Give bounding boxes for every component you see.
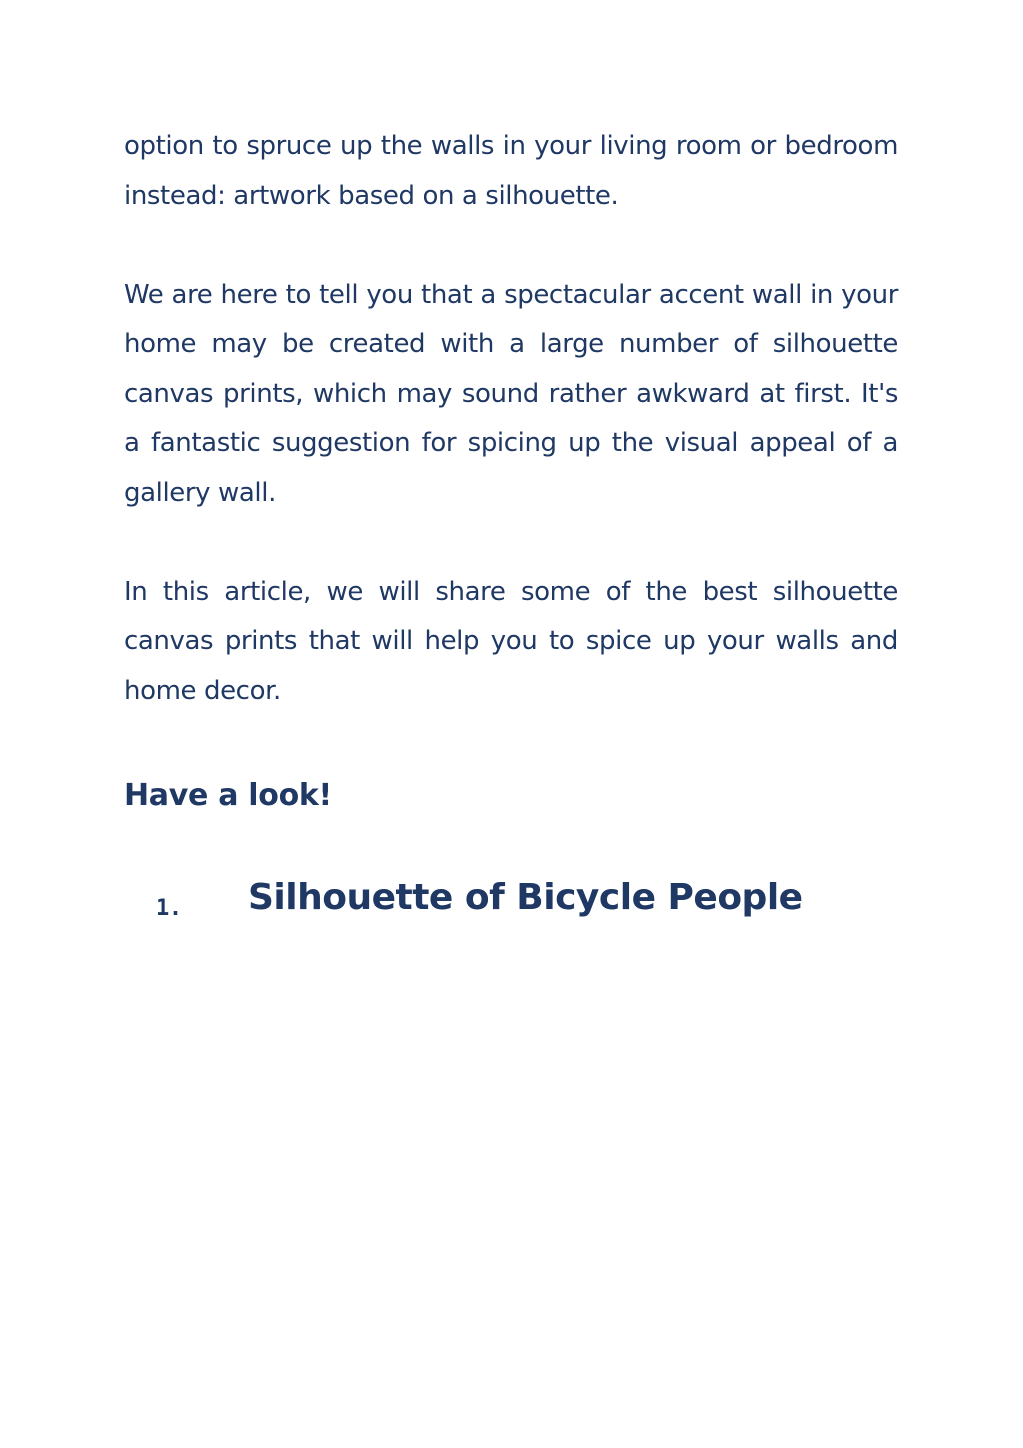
list-item (124, 874, 898, 924)
document-body (124, 122, 898, 921)
paragraph-intro: option to spruce up the walls in your living room or bedroom instead: artwork based on a silhouette. (124, 131, 898, 211)
heading-section (124, 776, 332, 816)
paragraph-article-summary: In this article, we will share some of the best silhouette canvas prints that will help you to spice up your walls and home decor. (124, 576, 898, 706)
paragraph-accent-wall: We are here to tell you that a spectacular accent wall in your home may be created with a large number of silhouette canvas prints, which may sound rather awkward at first. It's a fantastic suggestion for spicing up the visual appeal of a gallery wall. (124, 279, 898, 508)
list-item-title: Silhouette of Bicycle People (248, 877, 803, 918)
section-heading: Have a look! (124, 778, 332, 813)
list-item-number: 1. (156, 896, 182, 921)
